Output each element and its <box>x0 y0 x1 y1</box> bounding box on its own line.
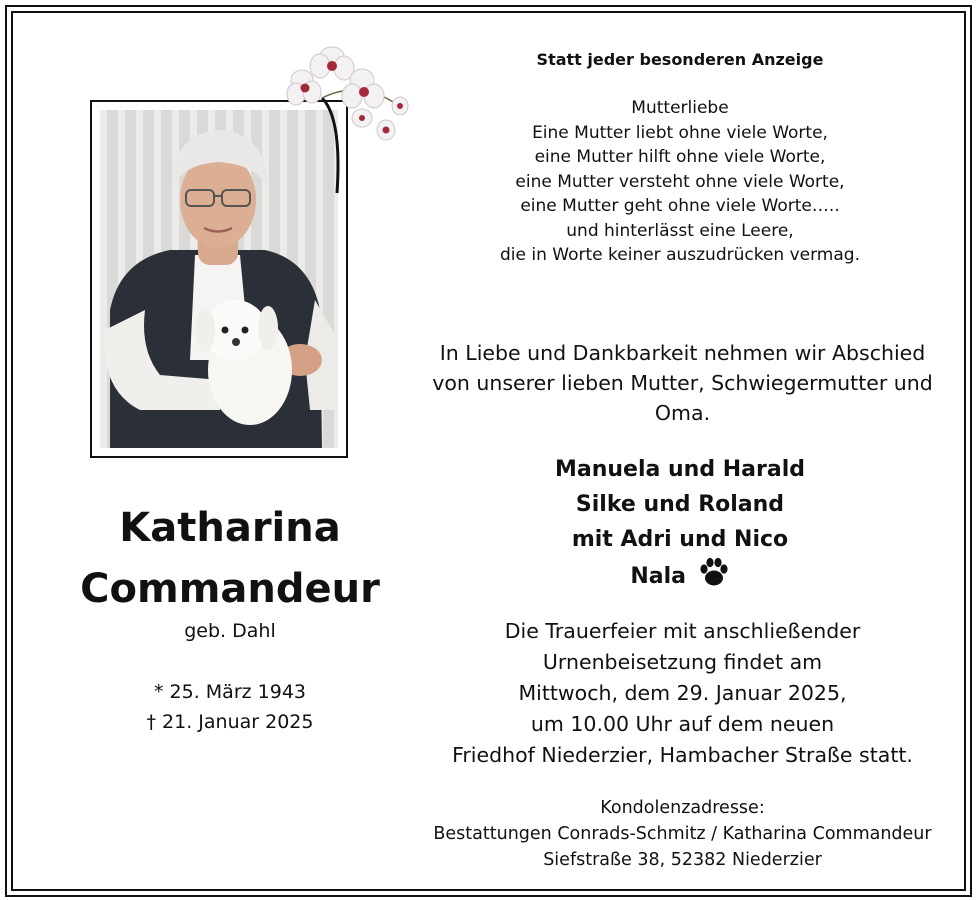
poem-line: und hinterlässt eine Leere, <box>566 220 794 241</box>
maiden-name: geb. Dahl <box>184 620 276 642</box>
poem-line: Eine Mutter liebt ohne viele Worte, <box>532 122 828 143</box>
poem-line: die in Worte keiner auszudrücken vermag. <box>500 245 860 265</box>
first-name: Katharina <box>119 505 341 551</box>
ceremony-info <box>410 616 955 771</box>
pet-name: Nala <box>630 564 686 589</box>
condolence-address <box>400 795 965 873</box>
notice-heading: Statt jeder besonderen Anzeige <box>536 50 824 69</box>
farewell-text <box>410 338 955 428</box>
family-line-pet <box>430 557 930 594</box>
death-date: † 21. Januar 2025 <box>146 711 314 733</box>
orchid-flower-1 <box>310 47 354 80</box>
poem-line: eine Mutter versteht ohne viele Worte, <box>515 171 845 192</box>
farewell-line: Oma. <box>654 401 711 425</box>
ceremony-line: Friedhof Niederzier, Hambacher Straße statt. <box>452 743 913 767</box>
condolence-line: Siefstraße 38, 52382 Niederzier <box>543 850 822 870</box>
poem-line: eine Mutter hilft ohne viele Worte, <box>534 147 826 167</box>
ceremony-line: Urnenbeisetzung findet am <box>542 650 823 674</box>
orchid-icon <box>282 38 422 198</box>
ceremony-line: um 10.00 Uhr auf dem neuen <box>530 712 835 736</box>
family-line: mit Adri und Nico <box>571 527 789 552</box>
poem-line: Mutterliebe <box>631 98 729 118</box>
family-line: Manuela und Harald <box>554 457 805 482</box>
paw-icon <box>698 557 730 587</box>
family-names <box>430 452 930 594</box>
condolence-line: Bestattungen Conrads-Schmitz / Katharina Commandeur <box>433 824 932 844</box>
farewell-line: In Liebe und Dankbarkeit nehmen wir Abschied <box>439 341 926 365</box>
birth-date: * 25. März 1943 <box>153 681 306 703</box>
ceremony-line: Die Trauerfeier mit anschließender <box>504 619 861 643</box>
deceased-name <box>40 498 420 620</box>
life-dates <box>40 677 420 737</box>
poem <box>430 96 930 268</box>
farewell-line: von unserer lieben Mutter, Schwiegermutter und <box>432 371 933 395</box>
ceremony-line: Mittwoch, dem 29. Januar 2025, <box>518 681 847 705</box>
last-name: Commandeur <box>80 566 380 612</box>
condolence-line: Kondolenzadresse: <box>600 798 765 818</box>
family-line: Silke und Roland <box>575 492 785 517</box>
poem-line: eine Mutter geht ohne viele Worte….. <box>520 196 840 216</box>
